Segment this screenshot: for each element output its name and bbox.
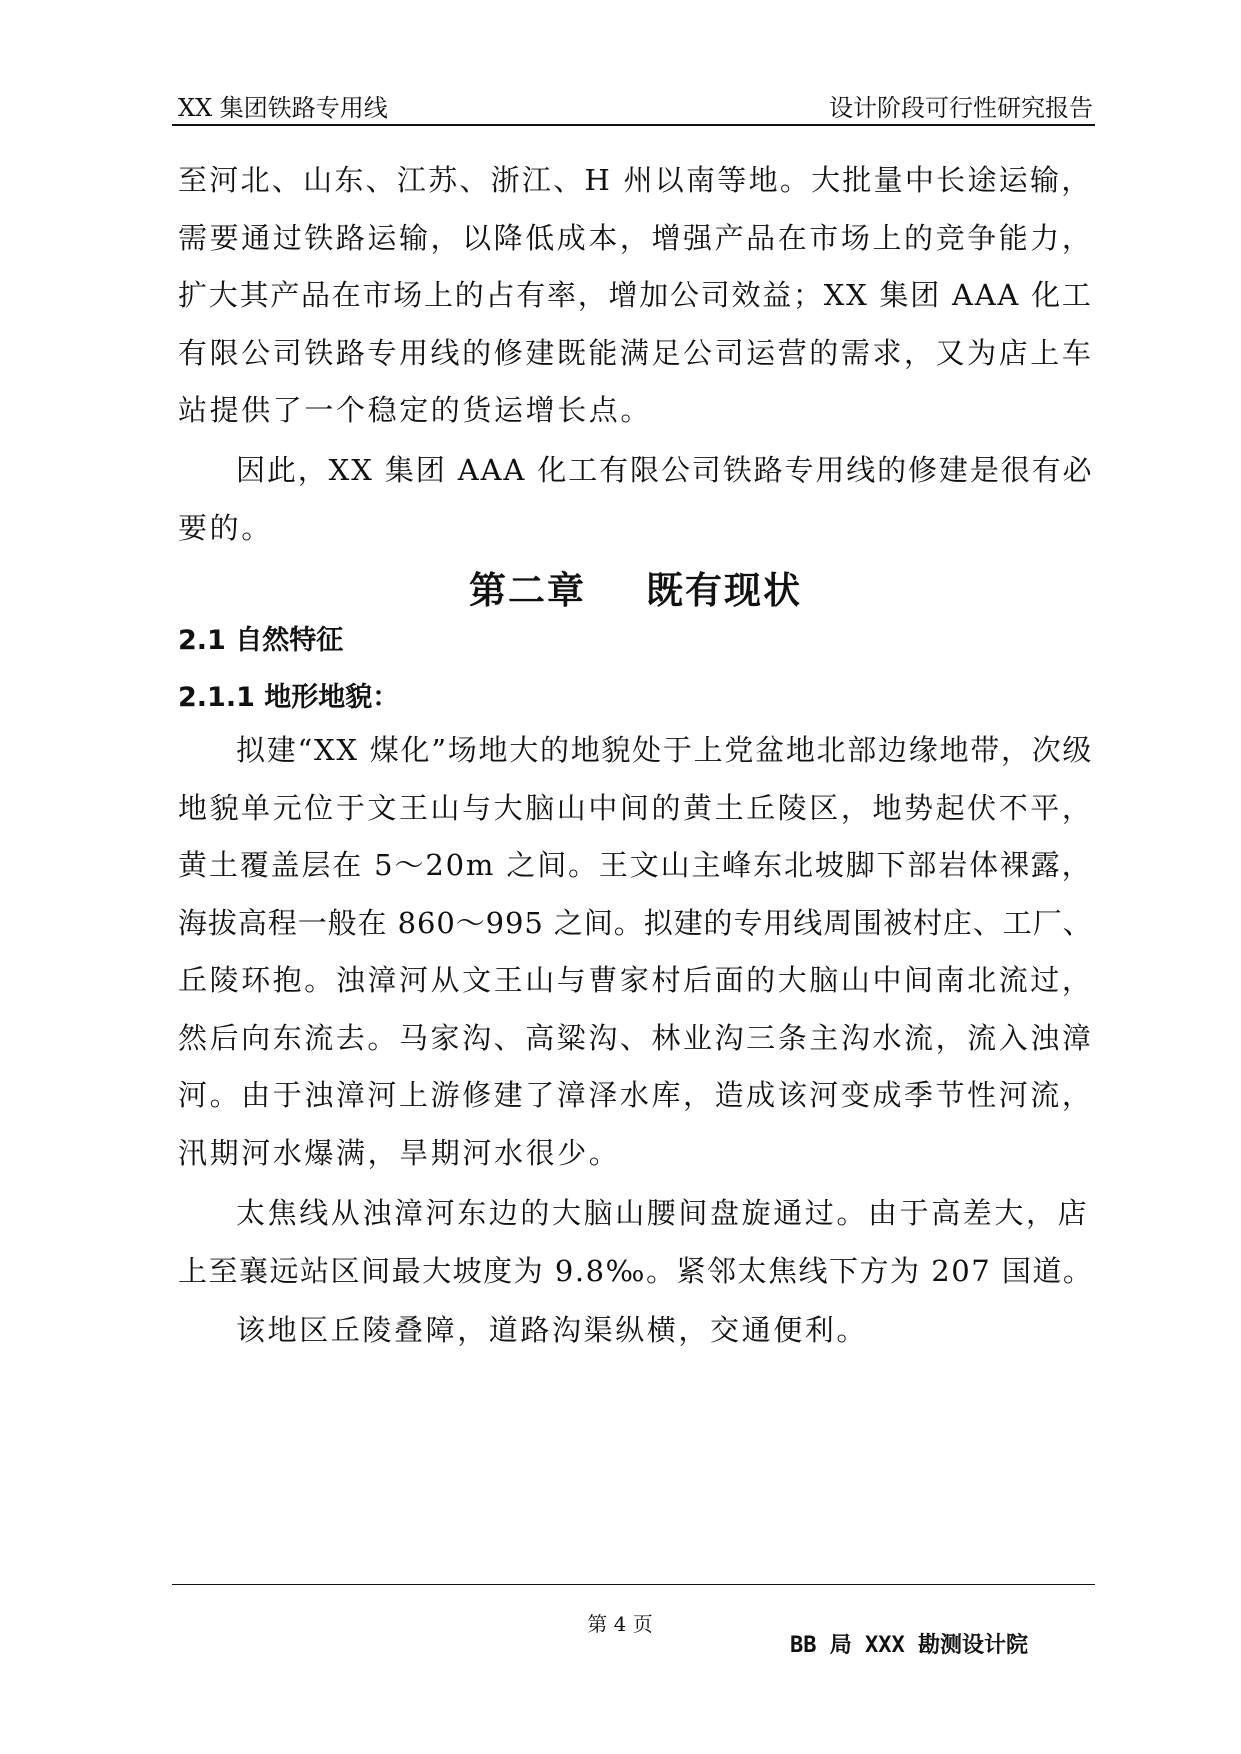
paragraph-line: 地貌单元位于文王山与大脑山中间的黄土丘陵区，地势起伏不平， xyxy=(178,791,1094,825)
header-left-title: XX 集团铁路专用线 xyxy=(178,94,388,122)
chapter-heading xyxy=(178,560,1093,614)
paragraph-line: 要的。 xyxy=(178,511,273,545)
paragraph-line: 黄土覆盖层在 5～20m 之间。王文山主峰东北坡脚下部岩体裸露， xyxy=(178,848,1093,882)
paragraph-line: 河。由于浊漳河上游修建了漳泽水库，造成该河变成季节性河流， xyxy=(178,1078,1094,1112)
section-heading: 2.1 自然特征 xyxy=(178,625,344,656)
footer-organization: BB 局 XXX 勘测设计院 xyxy=(790,1633,1028,1658)
paragraph-line: 然后向东流去。马家沟、高粱沟、林业沟三条主沟水流，流入浊漳 xyxy=(178,1021,1094,1055)
subsection-heading: 2.1.1 地形地貌： xyxy=(178,682,400,713)
paragraph-line: 因此，XX 集团 AAA 化工有限公司铁路专用线的修建是很有必 xyxy=(236,453,1094,487)
paragraph-line: 有限公司铁路专用线的修建既能满足公司运营的需求，又为店上车 xyxy=(178,336,1094,370)
paragraph-line: 需要通过铁路运输，以降低成本，增强产品在市场上的竞争能力， xyxy=(178,221,1094,255)
paragraph-line: 汛期河水爆满，旱期河水很少。 xyxy=(178,1136,621,1170)
paragraph-line: 站提供了一个稳定的货运增长点。 xyxy=(178,393,653,427)
header-divider xyxy=(172,124,1095,126)
paragraph-line: 太焦线从浊漳河东边的大脑山腰间盘旋通过。由于高差大，店 xyxy=(236,1196,1090,1230)
paragraph-line: 海拔高程一般在 860～995 之间。拟建的专用线周围被村庄、工厂、 xyxy=(178,906,1093,940)
chapter-number: 第二章 xyxy=(469,569,586,612)
header-right-title: 设计阶段可行性研究报告 xyxy=(829,94,1093,122)
page-number: 第 4 页 xyxy=(587,1612,653,1636)
footer-divider xyxy=(172,1584,1095,1585)
paragraph-line: 丘陵环抱。浊漳河从文王山与曹家村后面的大脑山中间南北流过， xyxy=(178,963,1094,997)
paragraph-line: 扩大其产品在市场上的占有率，增加公司效益；XX 集团 AAA 化工 xyxy=(178,278,1093,312)
paragraph-line: 该地区丘陵叠障，道路沟渠纵横，交通便利。 xyxy=(236,1313,869,1347)
page-header xyxy=(178,88,1093,122)
paragraph-line: 至河北、山东、江苏、浙江、H 州以南等地。大批量中长途运输， xyxy=(178,163,1093,197)
paragraph-line: 拟建“XX 煤化”场地大的地貌处于上党盆地北部边缘地带，次级 xyxy=(236,733,1094,767)
chapter-title: 既有现状 xyxy=(646,569,802,612)
paragraph-line: 上至襄远站区间最大坡度为 9.8‰。紧邻太焦线下方为 207 国道。 xyxy=(178,1254,1094,1288)
